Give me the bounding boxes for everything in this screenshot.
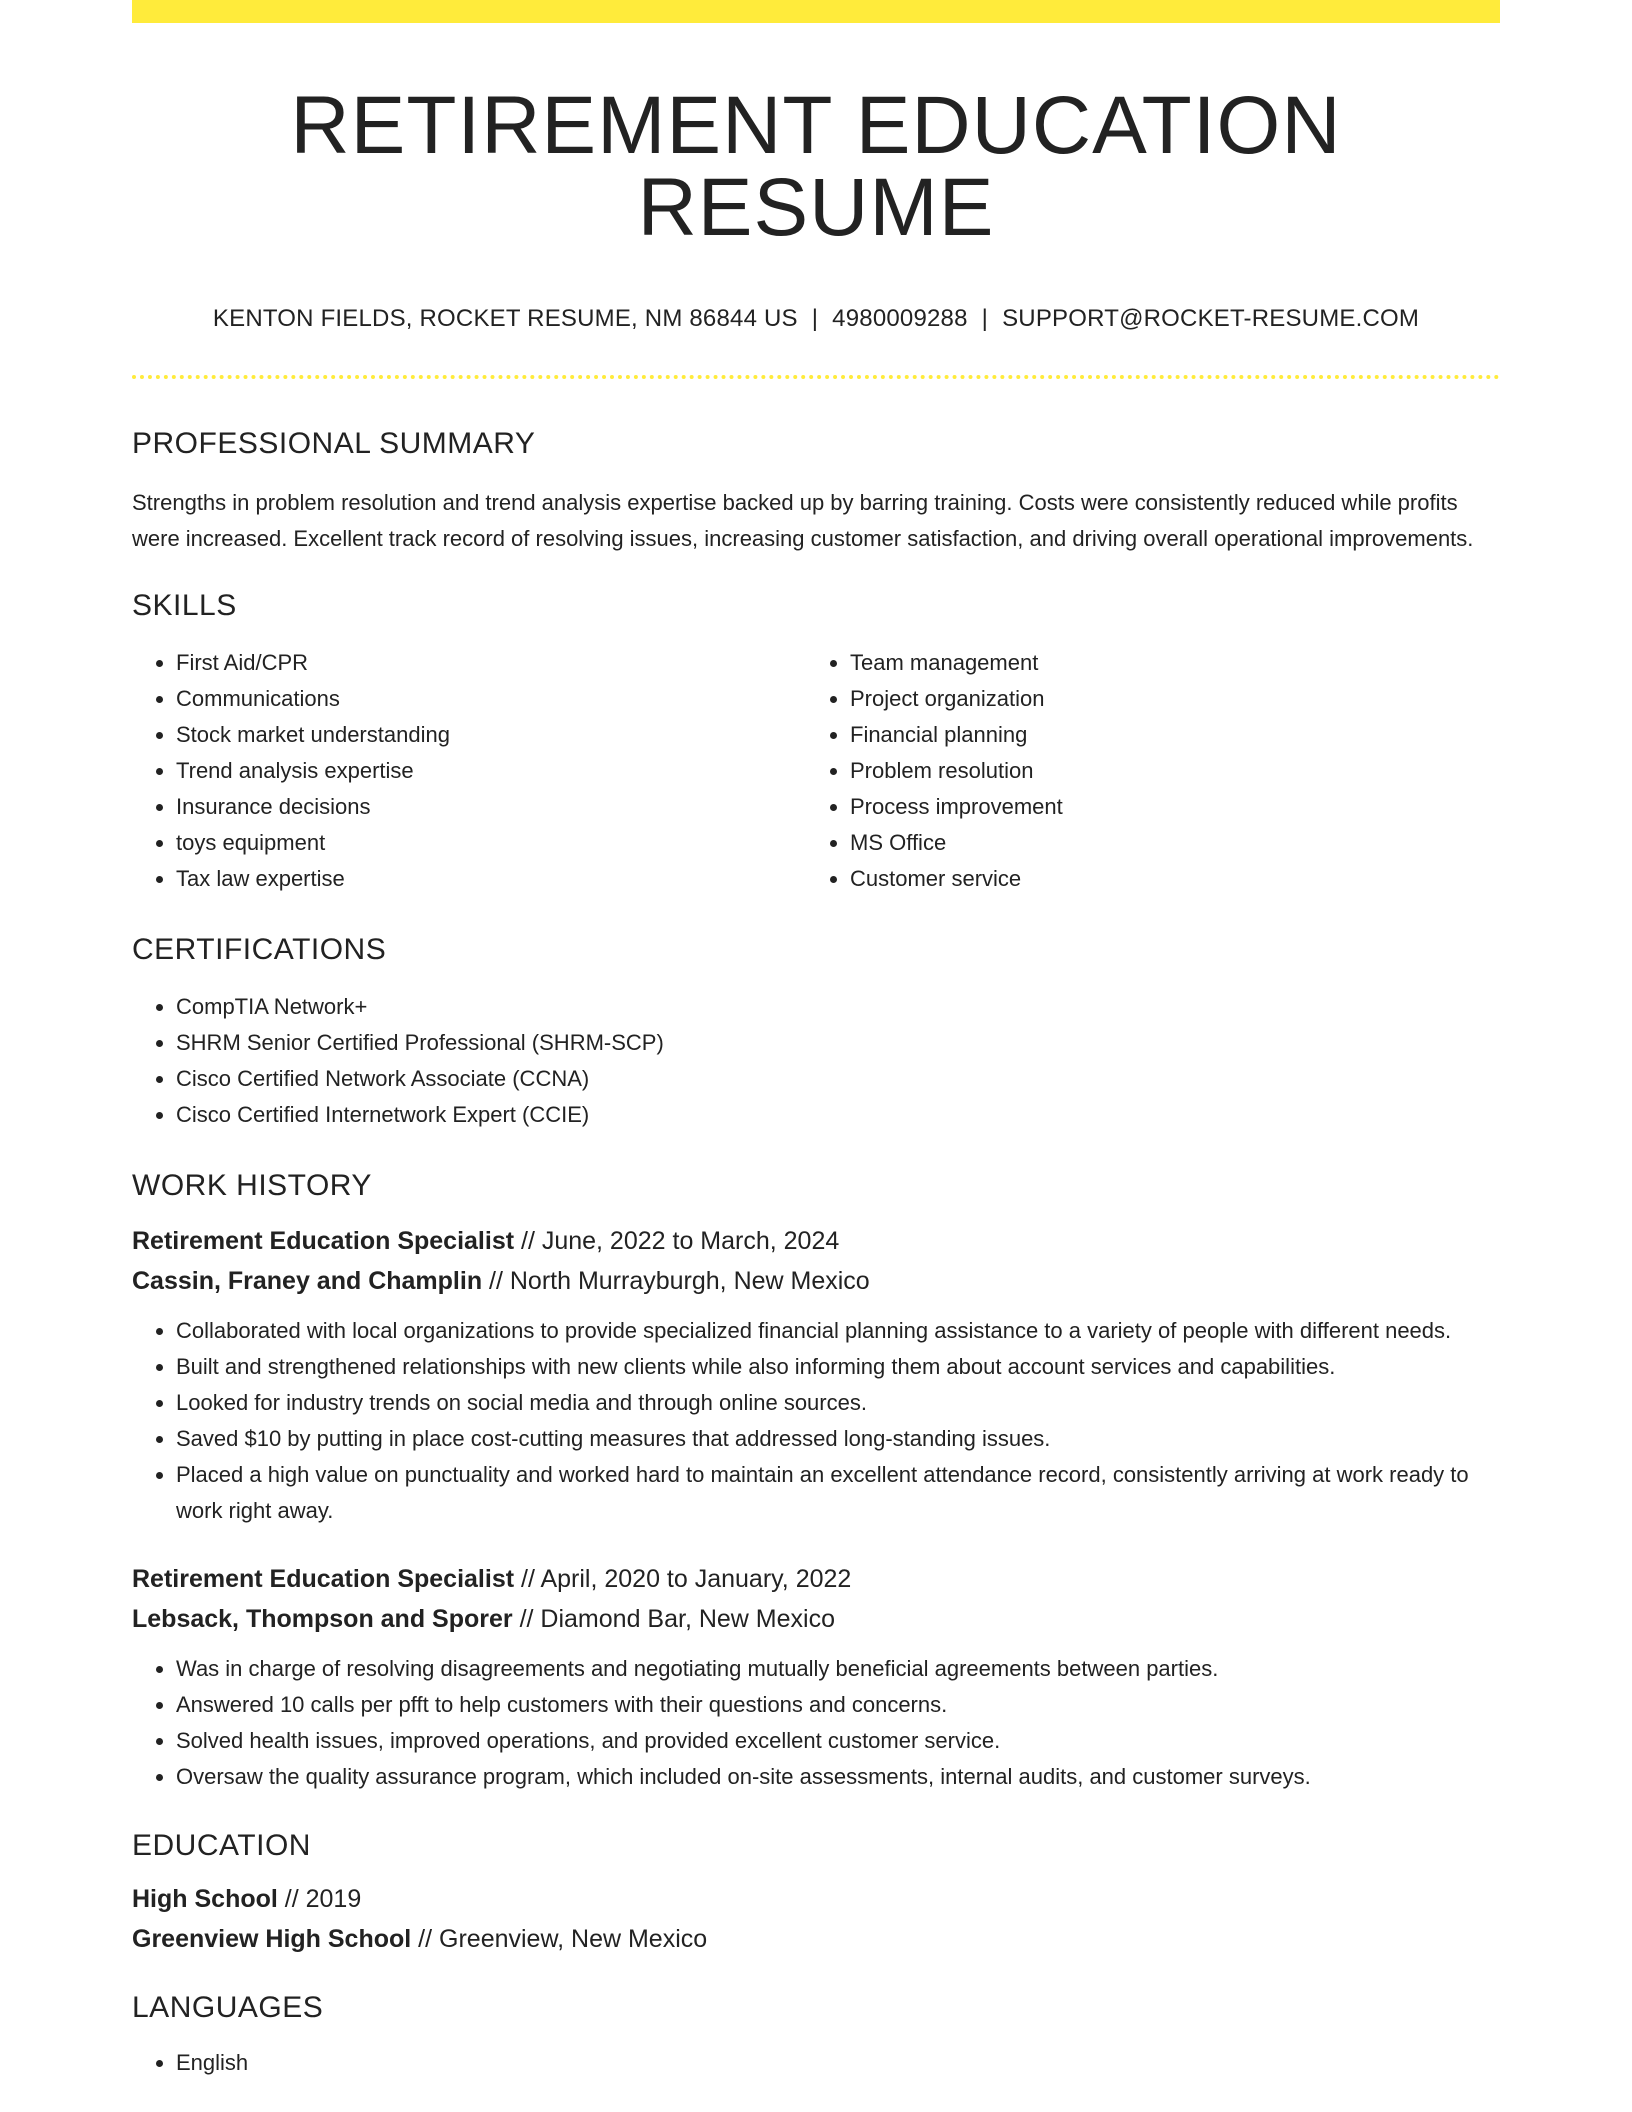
list-item: • Answered 10 calls per pfft to help customers with their questions and concerns.: [176, 1687, 1500, 1723]
job-dates: // April, 2020 to January, 2022: [514, 1565, 852, 1593]
contact-separator: |: [981, 305, 989, 332]
work-history-heading: WORK HISTORY: [132, 1169, 372, 1202]
job-title: Retirement Education Specialist: [132, 1227, 515, 1255]
languages-list: [132, 2045, 1500, 2081]
job-location: // Diamond Bar, New Mexico: [512, 1605, 835, 1633]
education-degree-line: [132, 1879, 1500, 1919]
list-item: • Customer service: [850, 861, 1480, 897]
work-history-section: [132, 1171, 1500, 1795]
list-item: • Was in charge of resolving disagreements and negotiating mutually beneficial agreements between parties.: [176, 1651, 1500, 1687]
summary-text: Strengths in problem resolution and trend analysis expertise backed up by barring training. Costs were consistently reduced while profits were increased. Excellent track record of resolving issues, increasing customer satisfaction, and driving overall operational improvements.: [132, 490, 1474, 551]
list-item: • CompTIA Network+: [176, 989, 1500, 1025]
job-company-line: [132, 1261, 1500, 1301]
job-title-line: [132, 1221, 1500, 1261]
resume-title: RETIREMENT EDUCATION RESUME: [290, 80, 1342, 253]
list-item: • Problem resolution: [850, 753, 1480, 789]
summary-section: [132, 429, 1500, 557]
accent-bar: [132, 0, 1500, 23]
education-year: // 2019: [277, 1885, 362, 1913]
education-degree: High School: [132, 1885, 278, 1913]
list-item: • Looked for industry trends on social media and through online sources.: [176, 1385, 1500, 1421]
job-title: Retirement Education Specialist: [132, 1565, 515, 1593]
list-item: • Project organization: [850, 681, 1480, 717]
certifications-list: [132, 989, 1500, 1133]
contact-email[interactable]: SUPPORT@ROCKET-RESUME.COM: [1002, 305, 1420, 332]
list-item: • Cisco Certified Internetwork Expert (CCIE): [176, 1097, 1500, 1133]
job-company: Lebsack, Thompson and Sporer: [132, 1605, 513, 1633]
list-item: • Trend analysis expertise: [176, 753, 806, 789]
skills-column-left: [132, 645, 806, 897]
list-item: • Team management: [850, 645, 1480, 681]
contact-line: [132, 307, 1500, 331]
list-item: • Collaborated with local organizations to provide specialized financial planning assistance to a variety of people with different needs.: [176, 1313, 1500, 1349]
list-item: • Stock market understanding: [176, 717, 806, 753]
job-entry: [132, 1559, 1500, 1795]
list-item: • Built and strengthened relationships with new clients while also informing them about account services and capabilities.: [176, 1349, 1500, 1385]
job-title-line: [132, 1559, 1500, 1599]
list-item: • Communications: [176, 681, 806, 717]
job-location: // North Murrayburgh, New Mexico: [482, 1267, 870, 1295]
list-item: • First Aid/CPR: [176, 645, 806, 681]
education-heading: EDUCATION: [132, 1829, 311, 1862]
job-company-line: [132, 1599, 1500, 1639]
job-bullets: [132, 1313, 1500, 1529]
education-school: Greenview High School: [132, 1925, 412, 1953]
list-item: • SHRM Senior Certified Professional (SHRM-SCP): [176, 1025, 1500, 1061]
list-item: • MS Office: [850, 825, 1480, 861]
job-entry: [132, 1221, 1500, 1529]
list-item: • Insurance decisions: [176, 789, 806, 825]
education-entry: [132, 1879, 1500, 1959]
list-item: • Process improvement: [850, 789, 1480, 825]
contact-separator: |: [811, 305, 819, 332]
skills-columns: [132, 645, 1500, 897]
list-item: • Solved health issues, improved operations, and provided excellent customer service.: [176, 1723, 1500, 1759]
job-bullets: [132, 1651, 1500, 1795]
list-item: • Tax law expertise: [176, 861, 806, 897]
skills-section: [132, 591, 1500, 897]
certifications-heading: CERTIFICATIONS: [132, 933, 387, 966]
list-item: • Financial planning: [850, 717, 1480, 753]
list-item: • toys equipment: [176, 825, 806, 861]
certifications-section: [132, 935, 1500, 1133]
job-company: Cassin, Franey and Champlin: [132, 1267, 483, 1295]
list-item: • Saved $10 by putting in place cost-cutting measures that addressed long-standing issues.: [176, 1421, 1500, 1457]
list-item: • Placed a high value on punctuality and worked hard to maintain an excellent attendance record, consistently arriving at work ready to work right away.: [176, 1457, 1500, 1529]
education-location: // Greenview, New Mexico: [411, 1925, 708, 1953]
list-item: • English: [176, 2045, 1500, 2081]
skills-list-left: [132, 645, 806, 897]
education-section: [132, 1831, 1500, 1959]
skills-heading: SKILLS: [132, 589, 237, 622]
dotted-divider: [132, 375, 1500, 379]
job-dates: // June, 2022 to March, 2024: [514, 1227, 840, 1255]
skills-column-right: [806, 645, 1480, 897]
skills-list-right: [806, 645, 1480, 897]
languages-heading: LANGUAGES: [132, 1991, 324, 2024]
summary-heading: PROFESSIONAL SUMMARY: [132, 427, 536, 460]
resume-page: [132, 0, 1500, 2081]
list-item: • Cisco Certified Network Associate (CCNA): [176, 1061, 1500, 1097]
education-school-line: [132, 1919, 1500, 1959]
languages-section: [132, 1993, 1500, 2081]
contact-phone: 4980009288: [832, 305, 968, 332]
contact-address: KENTON FIELDS, ROCKET RESUME, NM 86844 US: [212, 305, 798, 332]
list-item: • Oversaw the quality assurance program, which included on-site assessments, internal audits, and customer surveys.: [176, 1759, 1500, 1795]
